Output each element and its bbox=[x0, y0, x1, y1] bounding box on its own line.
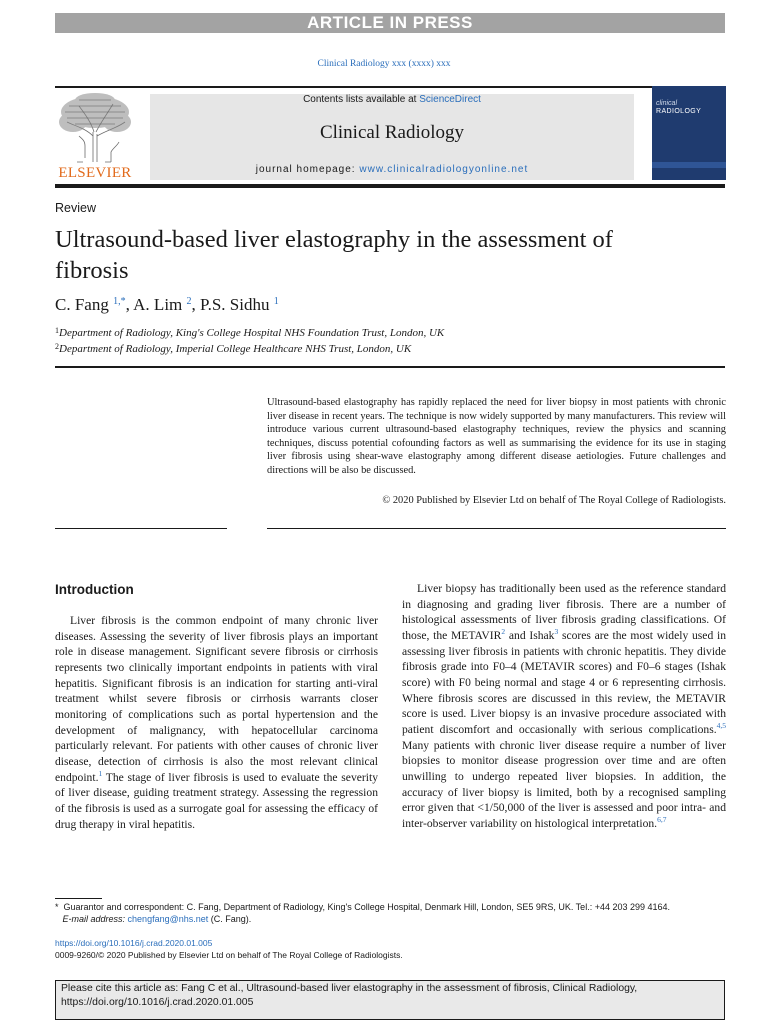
doi-link[interactable]: https://doi.org/10.1016/j.crad.2020.01.005 bbox=[55, 938, 213, 948]
paragraph-text: and Ishak bbox=[505, 628, 555, 642]
paragraph-text: scores are the most widely used in assessing liver fibrosis in patients with chronic hepatitis. They divide fibrosis grade into F0–4 (METAVIR scores) and F0–6 stages (Ishak score) with F0 being normal and stage 4 or 6 representing cirrhosis. Where fibrosis scores are discussed in this review, the METAVIR score is used. Liver biopsy is an invasive procedure associated with patient discomfort and occasionally with serious complications. bbox=[402, 628, 726, 736]
contents-prefix: Contents lists available at bbox=[303, 94, 420, 105]
elsevier-wordmark: ELSEVIER bbox=[58, 165, 132, 181]
email-suffix: (C. Fang). bbox=[208, 913, 252, 924]
author-name[interactable]: C. Fang bbox=[55, 295, 109, 314]
author-list bbox=[55, 295, 279, 315]
article-in-press-banner: ARTICLE IN PRESS bbox=[55, 13, 725, 33]
email-label: E-mail address: bbox=[62, 913, 128, 924]
reference-link[interactable]: 1 bbox=[98, 768, 103, 778]
article-type: Review bbox=[55, 201, 96, 215]
body-paragraph bbox=[402, 581, 726, 832]
homepage-line bbox=[150, 164, 634, 175]
footnote-rule bbox=[55, 898, 102, 899]
section-heading-introduction: Introduction bbox=[55, 582, 134, 597]
abstract-rule-left bbox=[55, 528, 227, 529]
footnote-text: Guarantor and correspondent: C. Fang, Department of Radiology, King's College Hospital, Denmark Hill, London, SE5 9RS, UK. Tel.: +44 203 299 4164. bbox=[63, 902, 671, 912]
journal-masthead bbox=[150, 94, 634, 180]
paragraph-text: Liver biopsy has traditionally been used as the reference standard in diagnosing and grading liver fibrosis. There are a number of histological assessments of liver fibrosis grading classifications. Of those, the METAVIR bbox=[402, 582, 726, 642]
email-link[interactable]: chengfang@nhs.net bbox=[127, 913, 209, 924]
author-name[interactable]: P.S. Sidhu bbox=[200, 295, 270, 314]
cover-stripe bbox=[652, 162, 726, 168]
author-separator: , bbox=[125, 295, 134, 314]
author-affiliation-ref[interactable]: 1,* bbox=[113, 296, 126, 307]
author-affiliation-ref[interactable]: 2 bbox=[186, 296, 192, 307]
author-separator: , bbox=[191, 295, 201, 314]
article-title: Ultrasound-based liver elastography in the assessment of fibrosis bbox=[55, 226, 613, 284]
affiliation-number: 1 bbox=[55, 326, 59, 335]
citation-box: Please cite this article as: Fang C et al., Ultrasound-based liver elastography in the assessment of fibrosis, Clinical Radiology, https://doi.org/10.1016/j.crad.2020.01.005 bbox=[55, 980, 725, 1020]
paragraph-text: Liver fibrosis is the common endpoint of many chronic liver diseases. Assessing the severity of liver fibrosis plays an important role in disease management. Significant severe fibrosis or cirrhosis represents two clinically important endpoints in patients with viral hepatitis. Significant fibrosis is an indication for starting anti-viral treatment whilst severe fibrosis or cirrhosis warrants closer monitoring of complications such as portal hypertension and the development of malignancy, with hepatocellular carcinoma particularly relevant. For patients with other causes of chronic liver disease, detection of cirrhosis is also the most relevant clinical endpoint. bbox=[55, 614, 378, 784]
affiliation bbox=[55, 342, 411, 355]
homepage-prefix: journal homepage: bbox=[255, 164, 360, 175]
reference-link[interactable]: 2 bbox=[501, 626, 506, 636]
author-name[interactable]: A. Lim bbox=[133, 295, 183, 314]
header-rule-top bbox=[55, 86, 725, 88]
abstract-text: Ultrasound-based elastography has rapidly replaced the need for liver biopsy in most patients with chronic liver disease in recent years. The technique is now widely supported by many manufacturers. This review will introduce various current ultrasound-based elastography techniques, review the physics and scanning techniques, discuss potential cofounding factors as well as summarising the evidence for its use in staging liver fibrosis using shear-wave elastography among different disease aetiologies. Future challenges and directions will be also be discussed. bbox=[267, 397, 726, 476]
abstract-rule-right bbox=[267, 528, 726, 529]
journal-homepage-link[interactable]: www.clinicalradiologyonline.net bbox=[359, 164, 529, 175]
contents-line bbox=[150, 94, 634, 105]
abstract-copyright: © 2020 Published by Elsevier Ltd on behalf of The Royal College of Radiologists. bbox=[382, 495, 726, 506]
header-rule-bottom bbox=[55, 184, 725, 188]
reference-link[interactable]: 4,5 bbox=[716, 720, 726, 730]
journal-name: Clinical Radiology bbox=[319, 122, 465, 143]
sciencedirect-link[interactable]: ScienceDirect bbox=[419, 94, 481, 105]
body-paragraph bbox=[55, 613, 378, 832]
correspondence-footnote bbox=[55, 902, 725, 925]
footnote-marker: * bbox=[55, 902, 59, 912]
title-block-rule bbox=[55, 366, 725, 368]
affiliation-text: Department of Radiology, King's College Hospital NHS Foundation Trust, London, UK bbox=[59, 327, 445, 339]
issn-line: 0009-9260/© 2020 Published by Elsevier Ltd on behalf of The Royal College of Radiologists. bbox=[55, 950, 403, 960]
author-affiliation-ref[interactable]: 1 bbox=[273, 296, 279, 307]
affiliation bbox=[55, 326, 444, 339]
reference-link[interactable]: 3 bbox=[554, 626, 559, 636]
cover-title-line1: clinical bbox=[656, 100, 678, 107]
affiliation-text: Department of Radiology, Imperial College Healthcare NHS Trust, London, UK bbox=[59, 343, 412, 355]
journal-reference-link[interactable]: Clinical Radiology xxx (xxxx) xxx bbox=[317, 59, 451, 69]
paragraph-text: The stage of liver fibrosis is used to evaluate the severity of liver disease, guiding treatment strategy. Assessing the regression of the fibrosis is used as a surrogate goal for assessing the efficacy of drug therapy in viral hepatitis. bbox=[55, 770, 378, 831]
cover-title-line2: RADIOLOGY bbox=[656, 108, 702, 115]
affiliation-number: 2 bbox=[55, 342, 59, 351]
elsevier-logo[interactable] bbox=[55, 92, 135, 180]
reference-link[interactable]: 6,7 bbox=[657, 814, 667, 824]
journal-cover-thumbnail[interactable] bbox=[652, 86, 726, 180]
paragraph-text: Many patients with chronic liver disease require a number of liver biopsies to monitor disease progression over time and are often unwilling to undergo repeated liver biopsies. In addition, the accuracy of liver biopsy is limited, both by a recognised sampling error given that <1/50,000 of the liver is assessed and poor intra- and inter-observer variability on histological interpretation. bbox=[402, 738, 726, 830]
elsevier-tree-icon bbox=[55, 92, 135, 164]
